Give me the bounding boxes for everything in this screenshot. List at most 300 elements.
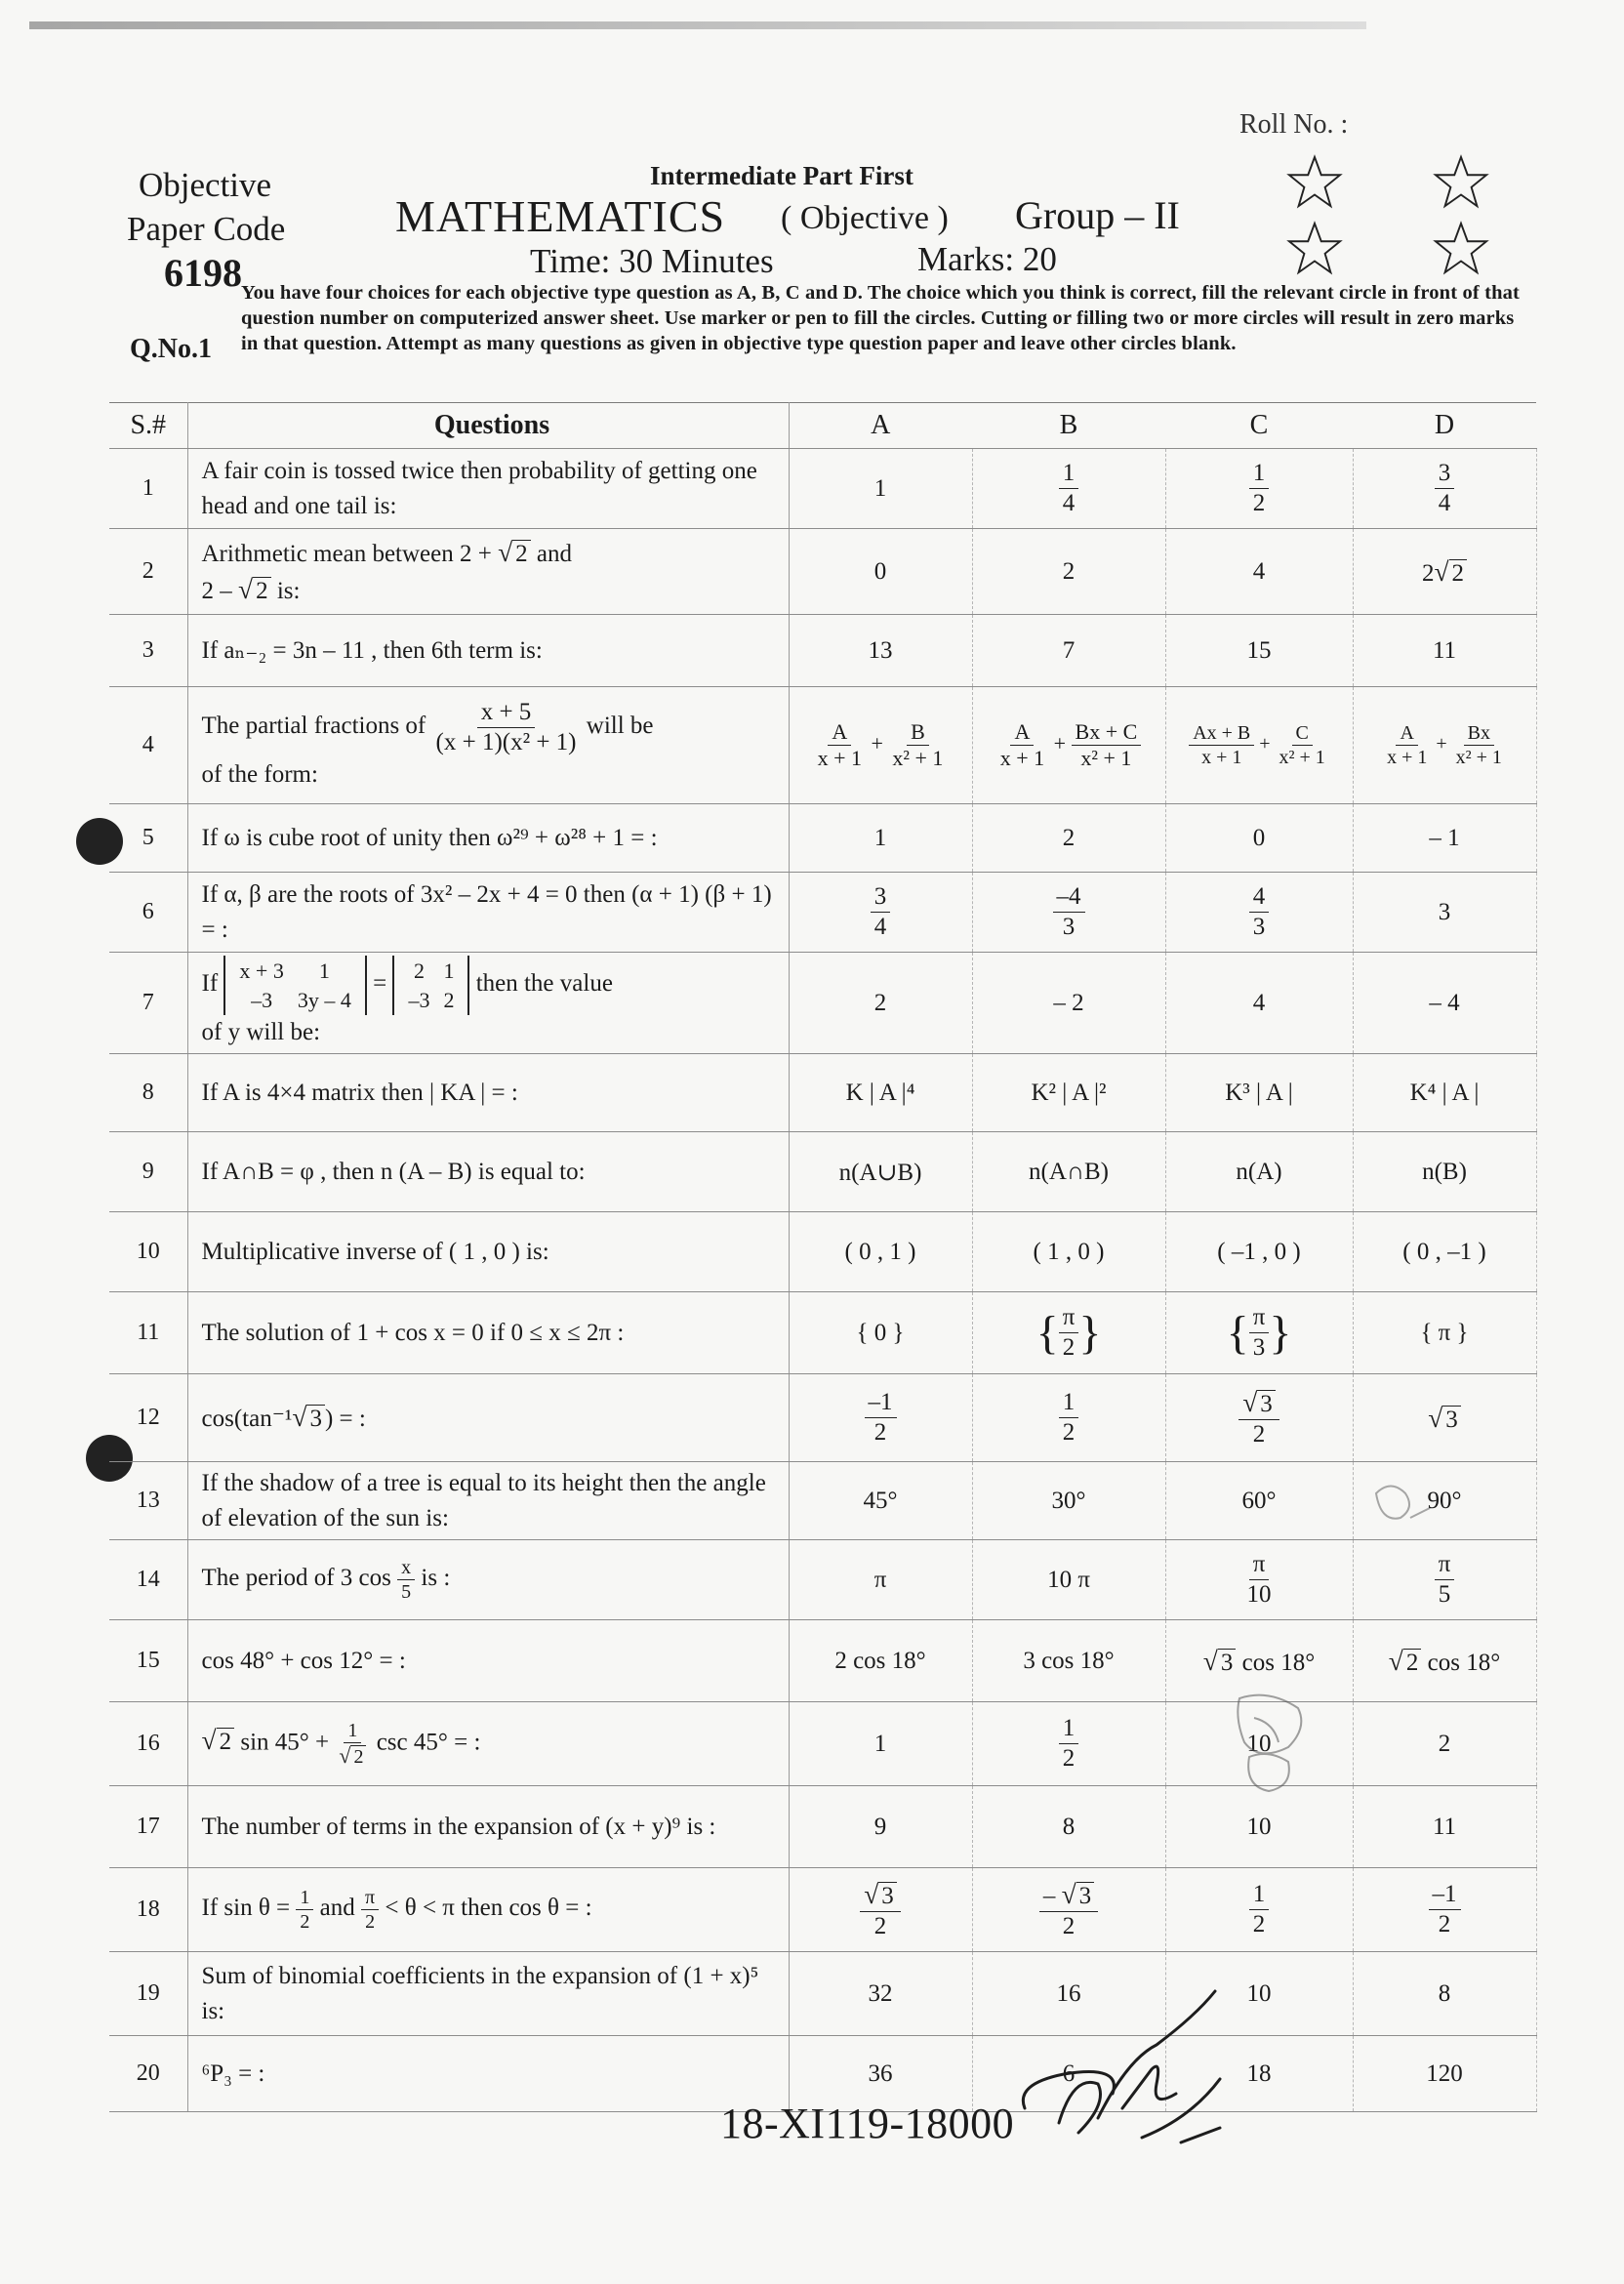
sqrt-expression: √ 2 xyxy=(238,572,271,609)
question-fragment: Arithmetic mean between 2 + xyxy=(201,540,492,567)
question-fragment: ) = : xyxy=(324,1405,366,1432)
option-b: 6 xyxy=(972,2036,1165,2112)
option-b xyxy=(972,873,1165,953)
serial-number: 6 xyxy=(109,873,187,953)
question-text: If α, β are the roots of 3x² – 2x + 4 = 0 then (α + 1) (β + 1) = : xyxy=(187,873,789,953)
denominator: 2 xyxy=(1062,1334,1076,1361)
question-text: If x + 3 1 –3 3y – 4 = 2 1 –3 2 then the value of y will be: xyxy=(187,953,789,1054)
denominator: x² + 1 xyxy=(1279,747,1325,768)
option-b: K² | A |² xyxy=(972,1054,1165,1132)
table-row xyxy=(109,1132,1536,1212)
fraction xyxy=(1383,721,1431,769)
sqrt-expression: √ 3 xyxy=(1242,1386,1276,1419)
question-fragment: If sin θ = xyxy=(201,1895,291,1922)
numerator: x + 5 xyxy=(477,698,536,728)
question-text: ⁶P₃ = : xyxy=(187,2036,789,2112)
numerator: 1 xyxy=(296,1886,313,1910)
sqrt-expression: √ 2 xyxy=(1434,556,1467,588)
numerator xyxy=(1238,1386,1279,1420)
serial-number: 3 xyxy=(109,615,187,687)
radicand: 3 xyxy=(1218,1649,1237,1676)
fraction xyxy=(1072,719,1142,772)
matrix-entry: 1 xyxy=(443,958,455,983)
sqrt-expression: √ 3 xyxy=(1428,1403,1461,1434)
numerator: 3 xyxy=(871,882,891,913)
question-fragment: < θ < π then cos θ = : xyxy=(385,1895,592,1922)
fraction xyxy=(1059,459,1079,518)
serial-number: 12 xyxy=(109,1374,187,1462)
table-row xyxy=(109,449,1536,529)
option-d: 120 xyxy=(1353,2036,1536,2112)
sqrt-expression: √ 2 xyxy=(202,1723,235,1760)
question-text xyxy=(187,529,789,615)
option-a: 32 xyxy=(789,1952,972,2036)
serial-number: 8 xyxy=(109,1054,187,1132)
denominator: 10 xyxy=(1246,1581,1272,1608)
question-text xyxy=(187,1374,789,1462)
fraction xyxy=(1435,1550,1455,1610)
time-allowed: Time: 30 Minutes xyxy=(530,242,774,280)
question-fragment: is: xyxy=(276,577,301,604)
serial-number: 9 xyxy=(109,1132,187,1212)
option-c: 18 xyxy=(1165,2036,1353,2112)
matrix-entry: 2 xyxy=(443,987,455,1012)
option-a: ( 0 , 1 ) xyxy=(789,1212,972,1292)
left-brace-icon: { xyxy=(1035,1306,1059,1359)
option-b-header: B xyxy=(972,403,1165,449)
numerator: π xyxy=(361,1886,379,1910)
question-fragment: sin 45° + xyxy=(240,1729,330,1756)
denominator: 2 xyxy=(1062,1419,1076,1446)
numerator: π xyxy=(1435,1550,1455,1580)
option-c xyxy=(1165,449,1353,529)
option-d: K⁴ | A | xyxy=(1353,1054,1536,1132)
star-icon xyxy=(1286,154,1343,209)
fraction xyxy=(1059,1303,1079,1363)
fraction xyxy=(888,719,947,772)
option-c: n(A) xyxy=(1165,1132,1353,1212)
denominator: x + 1 xyxy=(1387,747,1428,768)
fraction xyxy=(1243,1550,1276,1610)
serial-number: 7 xyxy=(109,953,187,1054)
option-a xyxy=(789,1374,972,1462)
numerator: π xyxy=(1249,1303,1270,1333)
serial-number: 20 xyxy=(109,2036,187,2112)
matrix-entry: x + 3 xyxy=(239,958,284,983)
option-c xyxy=(1165,873,1353,953)
question-fragment: csc 45° = : xyxy=(376,1729,481,1756)
total-marks: Marks: 20 xyxy=(917,240,1057,278)
star-icon xyxy=(1433,221,1489,275)
option-c: ( –1 , 0 ) xyxy=(1165,1212,1353,1292)
paper-code-label: Paper Code xyxy=(127,210,286,248)
serial-number: 11 xyxy=(109,1292,187,1374)
question-text xyxy=(187,1868,789,1952)
option-d xyxy=(1353,449,1536,529)
matrix-entry: –3 xyxy=(251,987,273,1012)
fraction xyxy=(1249,459,1270,518)
sqrt-expression: √ 2 xyxy=(1389,1646,1422,1677)
option-d: – 4 xyxy=(1353,953,1536,1054)
question-text: If aₙ₋₂ = 3n – 11 , then 6th term is: xyxy=(187,615,789,687)
subject-title: MATHEMATICS xyxy=(395,191,726,241)
question-fragment: The partial fractions of xyxy=(201,713,426,740)
option-b: $\frac{A}{x + 1}$ + $\frac{Bx + C}{\text{x² + 1}}$ xyxy=(972,687,1165,804)
fraction xyxy=(814,719,866,772)
numerator: x xyxy=(397,1556,415,1580)
question-fragment: 2 – xyxy=(201,577,232,604)
radicand: 2 xyxy=(1449,559,1468,587)
option-a: 2 cos 18° xyxy=(789,1620,972,1702)
fraction xyxy=(1429,1880,1461,1939)
fraction xyxy=(397,1556,415,1604)
radicand: 2 xyxy=(512,540,531,567)
option-d: 2 xyxy=(1353,1702,1536,1786)
option-a: { 0 } xyxy=(789,1292,972,1374)
option-a: 1 xyxy=(789,449,972,529)
option-c: 4 xyxy=(1165,529,1353,615)
table-row xyxy=(109,1952,1536,2036)
fraction xyxy=(1053,882,1085,942)
option-a: $\frac{A}{x + 1}$ + $\frac{B}{\text{x² + 1}}$ xyxy=(789,687,972,804)
denominator: 2 xyxy=(1252,1421,1266,1448)
radicand: 3 xyxy=(1257,1390,1276,1417)
option-a: 0 xyxy=(789,529,972,615)
option-c-header: C xyxy=(1165,403,1353,449)
question-text: Sum of binomial coefficients in the expansion of (1 + x)⁵ is: xyxy=(187,1952,789,2036)
denominator: 2 xyxy=(365,1911,376,1933)
question-text: The number of terms in the expansion of (x + y)⁹ is : xyxy=(187,1786,789,1868)
serial-number: 4 xyxy=(109,687,187,804)
denominator: 4 xyxy=(873,914,887,940)
question-text: If A∩B = φ , then n (A – B) is equal to: xyxy=(187,1132,789,1212)
option-b: 2 xyxy=(972,529,1165,615)
denominator: 4 xyxy=(1438,490,1451,516)
option-b: 2 xyxy=(972,804,1165,873)
option-a: 36 xyxy=(789,2036,972,2112)
numerator: –4 xyxy=(1053,882,1085,913)
option-d xyxy=(1353,1540,1536,1620)
right-brace-icon: } xyxy=(1269,1306,1292,1359)
fraction xyxy=(860,1878,901,1941)
option-a: n(A∪B) xyxy=(789,1132,972,1212)
fraction xyxy=(1059,1714,1079,1774)
option-d: 3 xyxy=(1353,873,1536,953)
option-b: 10 π xyxy=(972,1540,1165,1620)
question-text: The solution of 1 + cos x = 0 if 0 ≤ x ≤ 2π : xyxy=(187,1292,789,1374)
question-text: cos 48° + cos 12° = : xyxy=(187,1620,789,1702)
option-a: 1 xyxy=(789,1702,972,1786)
option-c xyxy=(1165,1292,1353,1374)
question-fragment: of the form: xyxy=(201,761,318,788)
fraction xyxy=(1452,721,1506,769)
exam-level: Intermediate Part First xyxy=(650,161,914,190)
option-a: 2 xyxy=(789,953,972,1054)
coefficient: 2 xyxy=(1421,559,1435,587)
option-a xyxy=(789,873,972,953)
stamp-smudge xyxy=(1366,1464,1444,1542)
denominator: x + 1 xyxy=(999,746,1045,770)
fraction xyxy=(871,882,891,942)
radicand: 2 xyxy=(253,577,271,604)
fraction xyxy=(1249,882,1270,942)
option-c xyxy=(1165,1540,1353,1620)
trig-term: cos 18° xyxy=(1427,1649,1501,1676)
fraction xyxy=(432,698,581,757)
left-brace-icon: { xyxy=(1226,1306,1249,1359)
option-d xyxy=(1353,1374,1536,1462)
option-a: π xyxy=(789,1540,972,1620)
question-fragment: is : xyxy=(421,1565,451,1592)
paper-code: 6198 xyxy=(164,251,242,295)
option-b: ( 1 , 0 ) xyxy=(972,1212,1165,1292)
fraction xyxy=(1435,459,1455,518)
serial-number: 14 xyxy=(109,1540,187,1620)
table-row xyxy=(109,1292,1536,1374)
denominator: 3 xyxy=(1062,914,1076,940)
denominator: 2 xyxy=(1252,1911,1266,1937)
denominator xyxy=(335,1743,370,1769)
radicand: 3 xyxy=(306,1405,325,1432)
serial-number: 10 xyxy=(109,1212,187,1292)
option-b: 16 xyxy=(972,1952,1165,2036)
fraction xyxy=(1238,1386,1279,1449)
numerator: Bx + C xyxy=(1072,719,1142,746)
serial-number: 16 xyxy=(109,1702,187,1786)
radicand: 2 xyxy=(217,1728,235,1755)
question-fragment: of y will be: xyxy=(201,1019,321,1045)
question-fragment: The period of 3 cos xyxy=(201,1565,391,1592)
sqrt-expression: √ 3 xyxy=(1203,1646,1237,1677)
numerator: 4 xyxy=(1249,882,1270,913)
option-c xyxy=(1165,1374,1353,1462)
questions-header: Questions xyxy=(187,403,789,449)
matrix-entry: 2 xyxy=(413,958,425,983)
option-d xyxy=(1353,1868,1536,1952)
table-row xyxy=(109,953,1536,1054)
numerator: 1 xyxy=(344,1719,361,1743)
option-b xyxy=(972,1374,1165,1462)
question-text: A fair coin is tossed twice then probability of getting one head and one tail is: xyxy=(187,449,789,529)
option-a: 9 xyxy=(789,1786,972,1868)
fraction xyxy=(1276,721,1329,769)
option-c: K³ | A | xyxy=(1165,1054,1353,1132)
denominator: 2 xyxy=(1438,1911,1451,1937)
question-fragment: cos(tan⁻¹ xyxy=(201,1405,293,1432)
option-d-header: D xyxy=(1353,403,1536,449)
fraction xyxy=(1189,721,1254,769)
numerator: π xyxy=(1059,1303,1079,1333)
question-text xyxy=(187,687,789,804)
option-b xyxy=(972,449,1165,529)
scan-edge-strip xyxy=(29,21,1366,29)
table-row xyxy=(109,873,1536,953)
objective-label: Objective xyxy=(139,166,272,204)
option-d: n(B) xyxy=(1353,1132,1536,1212)
option-c: 4 xyxy=(1165,953,1353,1054)
numerator: Bx xyxy=(1464,721,1494,746)
fraction xyxy=(1249,1880,1270,1939)
option-a: 45° xyxy=(789,1462,972,1540)
question-text xyxy=(187,1702,789,1786)
fraction xyxy=(865,1388,897,1448)
numerator: –1 xyxy=(1429,1880,1461,1910)
radicand: 3 xyxy=(878,1882,897,1909)
option-d: – 1 xyxy=(1353,804,1536,873)
serial-number: 13 xyxy=(109,1462,187,1540)
numerator: A xyxy=(1396,721,1417,746)
option-c: 10 xyxy=(1165,1952,1353,2036)
option-d: ( 0 , –1 ) xyxy=(1353,1212,1536,1292)
right-brace-icon: } xyxy=(1078,1306,1102,1359)
option-b: 3 cos 18° xyxy=(972,1620,1165,1702)
numerator xyxy=(1039,1878,1098,1912)
fraction xyxy=(361,1886,379,1934)
stamp-smudge xyxy=(1220,1679,1337,1825)
star-icon xyxy=(1286,221,1343,275)
numerator: –1 xyxy=(865,1388,897,1418)
fraction xyxy=(1059,1388,1079,1448)
table-row xyxy=(109,1462,1536,1540)
option-b xyxy=(972,1292,1165,1374)
matrix-entry: 1 xyxy=(318,958,330,983)
numerator: 1 xyxy=(1059,1714,1079,1744)
serial-number: 19 xyxy=(109,1952,187,2036)
question-text: If ω is cube root of unity then ω²⁹ + ω²⁸ + 1 = : xyxy=(187,804,789,873)
numerator: 3 xyxy=(1435,459,1455,489)
denominator: 2 xyxy=(1062,1745,1076,1772)
sqrt-expression: √ 2 xyxy=(339,1743,366,1769)
denominator: x + 1 xyxy=(817,746,862,770)
star-icon xyxy=(1433,154,1489,209)
fraction xyxy=(335,1719,370,1769)
question-text: If the shadow of a tree is equal to its height then the angle of elevation of the sun is: xyxy=(187,1462,789,1540)
numerator: 1 xyxy=(1249,459,1270,489)
serial-header: S.# xyxy=(109,403,187,449)
fraction xyxy=(296,1886,313,1934)
paper-type: ( Objective ) xyxy=(781,200,949,236)
denominator: x + 1 xyxy=(1201,747,1242,768)
numerator: 1 xyxy=(1059,1388,1079,1418)
option-d: 11 xyxy=(1353,1786,1536,1868)
table-row xyxy=(109,1540,1536,1620)
option-d: 11 xyxy=(1353,615,1536,687)
radicand: 3 xyxy=(1442,1406,1461,1433)
option-d: 8 xyxy=(1353,1952,1536,2036)
handwritten-signature xyxy=(1005,1962,1298,2157)
serial-number: 1 xyxy=(109,449,187,529)
question-fragment: If xyxy=(201,970,219,998)
sqrt-expression: √ 3 xyxy=(864,1878,897,1911)
question-text: If A is 4×4 matrix then | KA | = : xyxy=(187,1054,789,1132)
question-number: Q.No.1 xyxy=(130,334,212,364)
option-d: 90° xyxy=(1353,1462,1536,1540)
matrix xyxy=(392,956,469,1015)
option-c: 60° xyxy=(1165,1462,1353,1540)
question-fragment: and xyxy=(536,540,573,567)
table-header-row xyxy=(109,403,1536,449)
option-b: – 2 xyxy=(972,953,1165,1054)
option-b: n(A∩B) xyxy=(972,1132,1165,1212)
option-c: $\frac{Ax + B}{x + 1}$ + $\frac{C}{\text{x² + 1}}$ xyxy=(1165,687,1353,804)
radicand: 2 xyxy=(1403,1649,1422,1676)
numerator xyxy=(860,1878,901,1912)
denominator: 2 xyxy=(1252,490,1266,516)
option-c: 15 xyxy=(1165,615,1353,687)
option-b xyxy=(972,1702,1165,1786)
radicand: 2 xyxy=(350,1745,366,1768)
option-c: 0 xyxy=(1165,804,1353,873)
footer-code: 18-XI119-18000 xyxy=(720,2100,1015,2147)
denominator: 2 xyxy=(873,1419,887,1446)
numerator: B xyxy=(907,719,929,746)
sqrt-expression: √ 3 xyxy=(292,1400,325,1437)
option-a: 1 xyxy=(789,804,972,873)
sign: – xyxy=(1042,1883,1056,1909)
question-text: Multiplicative inverse of ( 1 , 0 ) is: xyxy=(187,1212,789,1292)
option-a-header: A xyxy=(789,403,972,449)
denominator: 5 xyxy=(401,1581,412,1603)
serial-number: 5 xyxy=(109,804,187,873)
option-a: 13 xyxy=(789,615,972,687)
option-b xyxy=(972,1868,1165,1952)
denominator: x² + 1 xyxy=(892,746,944,770)
matrix xyxy=(223,956,366,1015)
numerator: 1 xyxy=(1059,459,1079,489)
denominator: x² + 1 xyxy=(1455,747,1502,768)
denominator: 2 xyxy=(873,1913,887,1939)
option-d xyxy=(1353,1620,1536,1702)
question-fragment: then the value xyxy=(475,970,613,998)
denominator: (x + 1)(x² + 1) xyxy=(435,729,577,755)
table-row xyxy=(109,1374,1536,1462)
option-c: 10 xyxy=(1165,1702,1353,1786)
denominator: 3 xyxy=(1252,914,1266,940)
option-c xyxy=(1165,1868,1353,1952)
denominator: 2 xyxy=(300,1911,310,1933)
table-row xyxy=(109,529,1536,615)
fraction xyxy=(1039,1878,1098,1941)
fraction xyxy=(1249,1303,1270,1363)
numerator: Ax + B xyxy=(1189,721,1254,746)
numerator: A xyxy=(828,719,851,746)
numerator: A xyxy=(1010,719,1034,746)
denominator: 3 xyxy=(1252,1334,1266,1361)
questions-table xyxy=(109,402,1537,2112)
roll-number-label: Roll No. : xyxy=(1239,109,1349,140)
matrix-entry: 3y – 4 xyxy=(297,987,351,1012)
table-row xyxy=(109,615,1536,687)
serial-number: 17 xyxy=(109,1786,187,1868)
matrix-entry: –3 xyxy=(408,987,430,1012)
trig-term: cos 18° xyxy=(1241,1649,1316,1676)
option-b: 30° xyxy=(972,1462,1165,1540)
option-d xyxy=(1353,529,1536,615)
question-text xyxy=(187,1540,789,1620)
fraction xyxy=(996,719,1048,772)
instructions: You have four choices for each objective type question as A, B, C and D. The choice which you think is correct, fill the relevant circle in front of that question number on computerized answer sheet. Use marker or pen to fill the circles. Cutting or filling two or more circles will result in zero marks in that question. Attempt as many questions as given in objective type question paper and leave other circles blank. xyxy=(241,282,1521,354)
option-a xyxy=(789,1868,972,1952)
denominator: 2 xyxy=(1062,1913,1076,1939)
sqrt-expression: √ 2 xyxy=(498,535,531,572)
serial-number: 15 xyxy=(109,1620,187,1702)
option-b: 8 xyxy=(972,1786,1165,1868)
option-d: $\frac{A}{x + 1}$ + $\frac{Bx}{\text{x² + 1}}$ xyxy=(1353,687,1536,804)
denominator: 4 xyxy=(1062,490,1076,516)
table-row xyxy=(109,804,1536,873)
question-fragment: and xyxy=(319,1895,355,1922)
table-row xyxy=(109,1212,1536,1292)
